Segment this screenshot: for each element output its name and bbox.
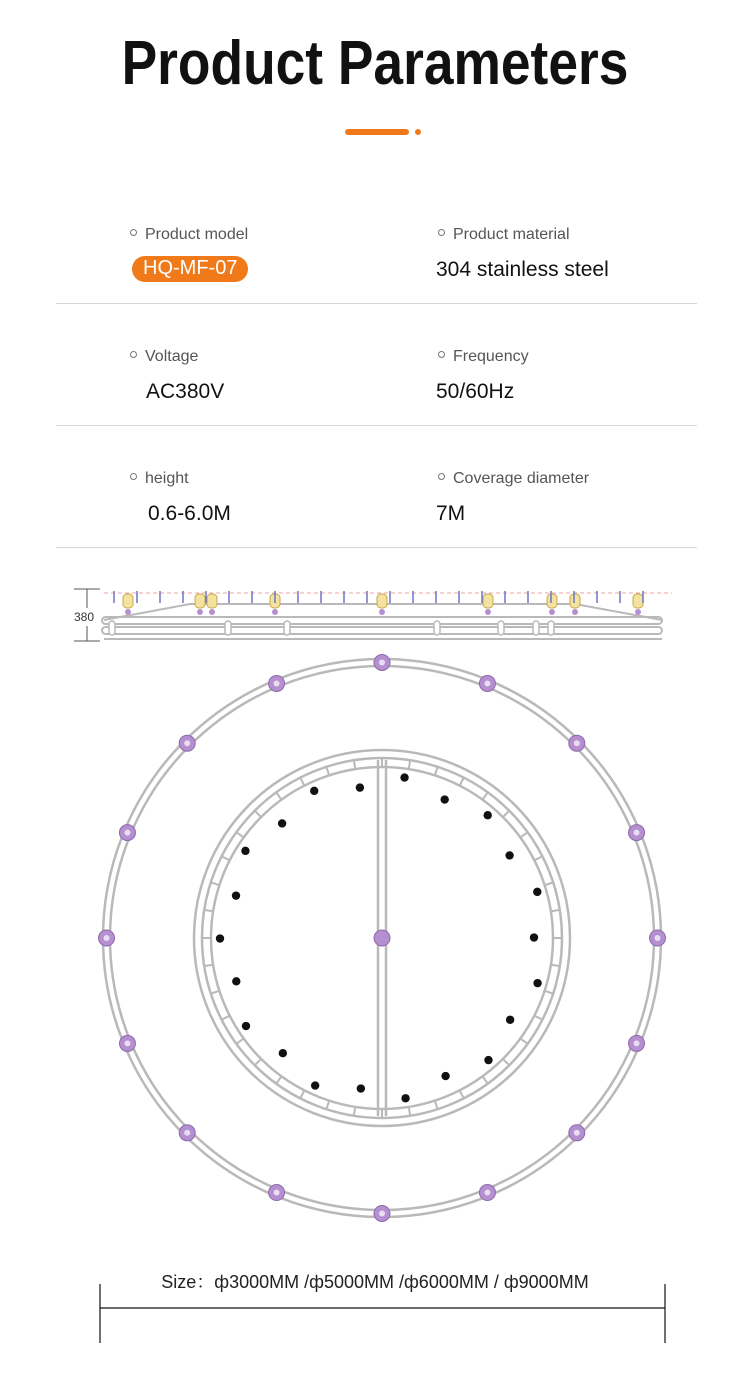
side-bracket bbox=[434, 621, 440, 635]
ring-tick bbox=[326, 767, 329, 776]
side-nozzle-icon bbox=[123, 594, 133, 608]
side-nozzle-icon bbox=[207, 594, 217, 608]
hole-icon bbox=[505, 851, 513, 859]
ring-tick bbox=[551, 965, 560, 966]
parameter-value: 50/60Hz bbox=[436, 380, 515, 403]
ring-tick bbox=[276, 792, 281, 799]
plan-view bbox=[99, 655, 666, 1222]
hole-icon bbox=[441, 795, 449, 803]
hole-icon bbox=[242, 1022, 250, 1030]
ring-tick bbox=[409, 760, 410, 769]
ring-tick bbox=[204, 910, 213, 911]
hole-icon bbox=[232, 977, 240, 985]
ring-tick bbox=[300, 1090, 304, 1098]
hole-icon bbox=[484, 1056, 492, 1064]
side-nozzle-icon bbox=[547, 594, 557, 608]
hole-icon bbox=[506, 1016, 514, 1024]
side-bracket bbox=[225, 621, 231, 635]
ring-tick bbox=[354, 1107, 355, 1116]
ring-tick bbox=[435, 767, 438, 776]
parameter-value: 7M bbox=[436, 502, 466, 525]
hole-icon bbox=[441, 1072, 449, 1080]
parameter-label: height bbox=[145, 470, 189, 487]
center-nozzle-icon bbox=[374, 930, 390, 946]
side-nozzle-icon bbox=[633, 594, 643, 608]
ring-tick bbox=[204, 965, 213, 966]
nozzle-center bbox=[655, 935, 661, 941]
nozzle-center bbox=[634, 830, 640, 836]
parameter-value: AC380V bbox=[146, 380, 225, 403]
nozzle-center bbox=[484, 680, 490, 686]
side-nozzle-tip bbox=[572, 609, 578, 615]
side-bracket bbox=[284, 621, 290, 635]
nozzle-center bbox=[574, 740, 580, 746]
ring-tick bbox=[534, 1016, 542, 1020]
ring-tick bbox=[276, 1076, 281, 1083]
nozzle-center bbox=[484, 1190, 490, 1196]
side-bracket bbox=[109, 621, 115, 635]
side-nozzle-tip bbox=[485, 609, 491, 615]
side-nozzle-tip bbox=[125, 609, 131, 615]
parameter-label: Product material bbox=[453, 226, 570, 243]
hole-icon bbox=[311, 1081, 319, 1089]
side-nozzle-tip bbox=[379, 609, 385, 615]
side-nozzle-tip bbox=[197, 609, 203, 615]
ring-tick bbox=[545, 882, 554, 885]
side-nozzle-icon bbox=[195, 594, 205, 608]
side-nozzle-tip bbox=[549, 609, 555, 615]
nozzle-center bbox=[184, 740, 190, 746]
ring-tick bbox=[236, 1039, 243, 1044]
ring-tick bbox=[222, 856, 230, 860]
product-model-badge: HQ-MF-07 bbox=[132, 256, 248, 282]
ring-tick bbox=[326, 1101, 329, 1110]
ring-tick bbox=[483, 1076, 488, 1083]
nozzle-center bbox=[274, 1190, 280, 1196]
ring-tick bbox=[236, 832, 243, 837]
hole-icon bbox=[279, 1049, 287, 1057]
hole-icon bbox=[232, 891, 240, 899]
ring-tick bbox=[222, 1016, 230, 1020]
side-nozzle-icon bbox=[483, 594, 493, 608]
hole-icon bbox=[400, 773, 408, 781]
hole-icon bbox=[533, 888, 541, 896]
ring-tick bbox=[534, 856, 542, 860]
page-title: Product Parameters bbox=[121, 29, 629, 98]
parameter-label: Product model bbox=[145, 226, 249, 243]
size-options-text: Size：ф3000MM /ф5000MM /ф6000MM / ф9000MM bbox=[161, 1272, 589, 1292]
ring-tick bbox=[255, 1059, 261, 1065]
ring-tick bbox=[520, 832, 527, 837]
side-nozzle-icon bbox=[570, 594, 580, 608]
parameter-label: Coverage diameter bbox=[453, 470, 590, 487]
hole-icon bbox=[356, 783, 364, 791]
ring-tick bbox=[483, 792, 488, 799]
ring-tick bbox=[354, 760, 355, 769]
nozzle-center bbox=[124, 1040, 130, 1046]
nozzle-center bbox=[184, 1130, 190, 1136]
side-bracket bbox=[498, 621, 504, 635]
ring-tick bbox=[211, 882, 220, 885]
ring-tick bbox=[551, 910, 560, 911]
hole-icon bbox=[483, 811, 491, 819]
hole-icon bbox=[216, 934, 224, 942]
side-bracket bbox=[548, 621, 554, 635]
nozzle-center bbox=[274, 680, 280, 686]
ring-tick bbox=[460, 778, 464, 786]
ring-tick bbox=[300, 778, 304, 786]
dimension-label: 380 bbox=[74, 610, 95, 624]
nozzle-center bbox=[379, 1211, 385, 1217]
nozzle-center bbox=[104, 935, 110, 941]
parameter-value: 304 stainless steel bbox=[436, 258, 609, 281]
nozzle-center bbox=[379, 660, 385, 666]
ring-tick bbox=[255, 811, 261, 817]
parameter-label: Frequency bbox=[453, 348, 529, 365]
parameter-value: 0.6-6.0M bbox=[148, 502, 231, 525]
ring-tick bbox=[503, 811, 509, 817]
side-nozzle-tip bbox=[272, 609, 278, 615]
ring-tick bbox=[211, 991, 220, 994]
side-elevation-view bbox=[74, 589, 672, 641]
side-nozzle-icon bbox=[377, 594, 387, 608]
hole-icon bbox=[310, 787, 318, 795]
side-nozzle-tip bbox=[209, 609, 215, 615]
side-nozzle-tip bbox=[635, 609, 641, 615]
nozzle-center bbox=[124, 830, 130, 836]
side-bracket bbox=[533, 621, 539, 635]
hole-icon bbox=[401, 1094, 409, 1102]
hole-icon bbox=[241, 847, 249, 855]
ring-tick bbox=[409, 1107, 410, 1116]
nozzle-center bbox=[634, 1040, 640, 1046]
parameter-label: Voltage bbox=[145, 348, 199, 365]
nozzle-center bbox=[574, 1130, 580, 1136]
ring-tick bbox=[460, 1090, 464, 1098]
ring-tick bbox=[503, 1059, 509, 1065]
hole-icon bbox=[357, 1084, 365, 1092]
ring-tick bbox=[520, 1039, 527, 1044]
ring-tick bbox=[545, 991, 554, 994]
hole-icon bbox=[533, 979, 541, 987]
ring-tick bbox=[435, 1101, 438, 1110]
hole-icon bbox=[278, 819, 286, 827]
hole-icon bbox=[530, 933, 538, 941]
